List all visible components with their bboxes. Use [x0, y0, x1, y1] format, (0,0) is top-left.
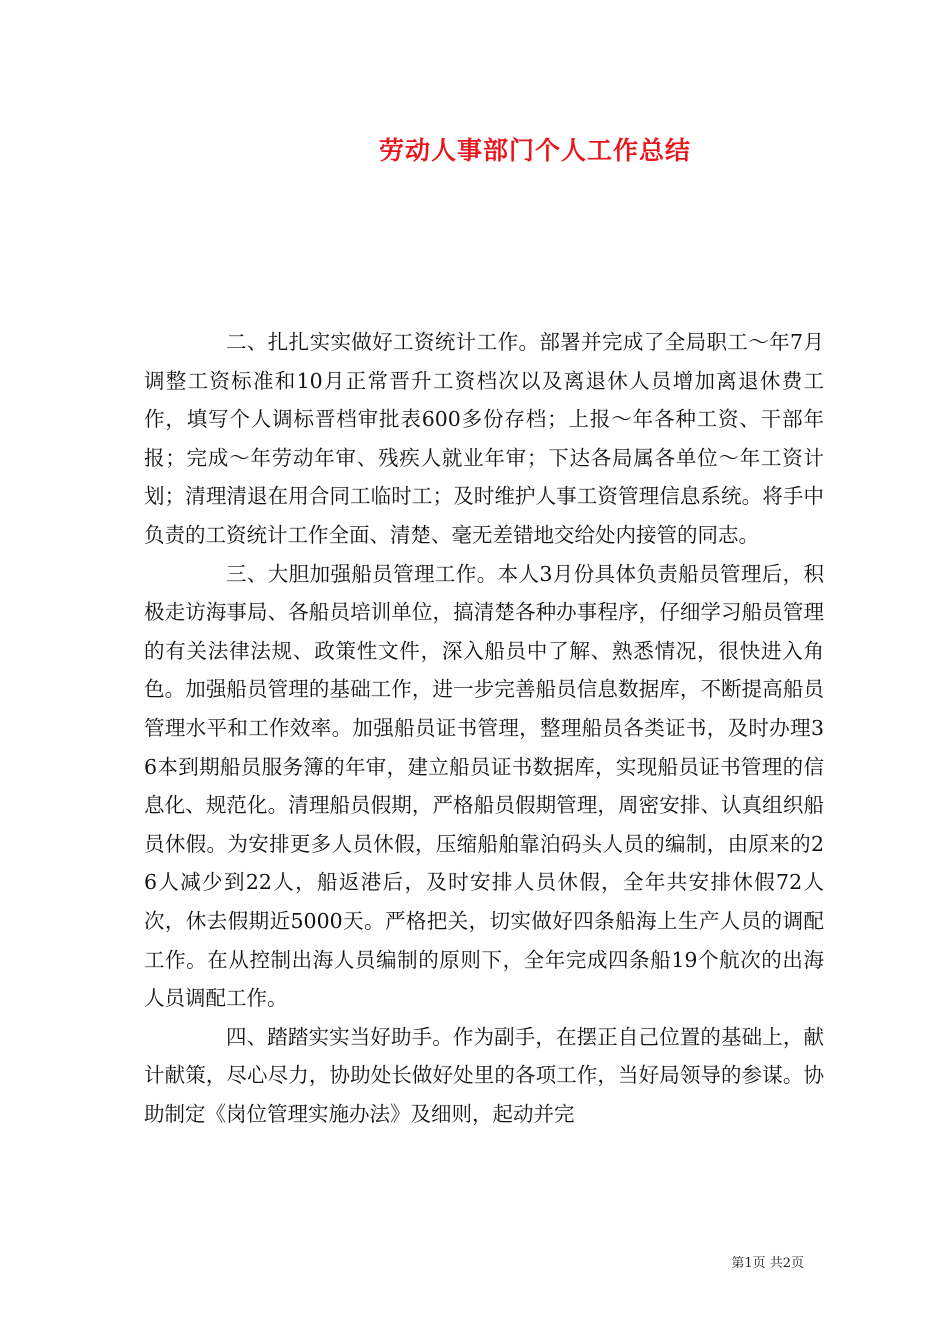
document-body — [144, 323, 824, 1133]
paragraph-4: 四、踏踏实实当好助手。作为副手，在摆正自己位置的基础上，献计献策，尽心尽力，协助处长做好处里的各项工作，当好局领导的参谋。协助制定《岗位管理实施办法》及细则，起动并完 — [144, 1024, 824, 1126]
page-number: 第1页 共2页 — [731, 1256, 804, 1271]
paragraph-3: 三、大胆加强船员管理工作。本人3月份具体负责船员管理后，积极走访海事局、各船员培训单位，搞清楚各种办事程序，仔细学习船员管理的有关法律法规、政策性文件，深入船员中了解、熟悉情况，很快进入角色。加强船员管理的基础工作，进一步完善船员信息数据库，不断提高船员管理水平和工作效率。加强船员证书管理，整理船员各类证书，及时办理36本到期船员服务簿的年审，建立船员证书数据库，实现船员证书管理的信息化、规范化。清理船员假期，严格船员假期管理，周密安排、认真组织船员休假。为安排更多人员休假，压缩船舶靠泊码头人员的编制，由原来的26人减少到22人，船返港后，及时安排人员休假，全年共安排休假72人次，休去假期近5000天。严格把关，切实做好四条船海上生产人员的调配工作。在从控制出海人员编制的原则下，全年完成四条船19个航次的出海人员调配工作。 — [144, 561, 824, 1011]
paragraph-2: 二、扎扎实实做好工资统计工作。部署并完成了全局职工～年7月调整工资标准和10月正常晋升工资档次以及离退休人员增加离退休费工作，填写个人调标晋档审批表600多份存档；上报～年各种工资、干部年报；完成～年劳动年审、残疾人就业年审；下达各局属各单位～年工资计划；清理清退在用合同工临时工；及时维护人事工资管理信息系统。将手中负责的工资统计工作全面、清楚、毫无差错地交给处内接管的同志。 — [144, 330, 824, 547]
document-title: 劳动人事部门个人工作总结 — [378, 136, 691, 165]
